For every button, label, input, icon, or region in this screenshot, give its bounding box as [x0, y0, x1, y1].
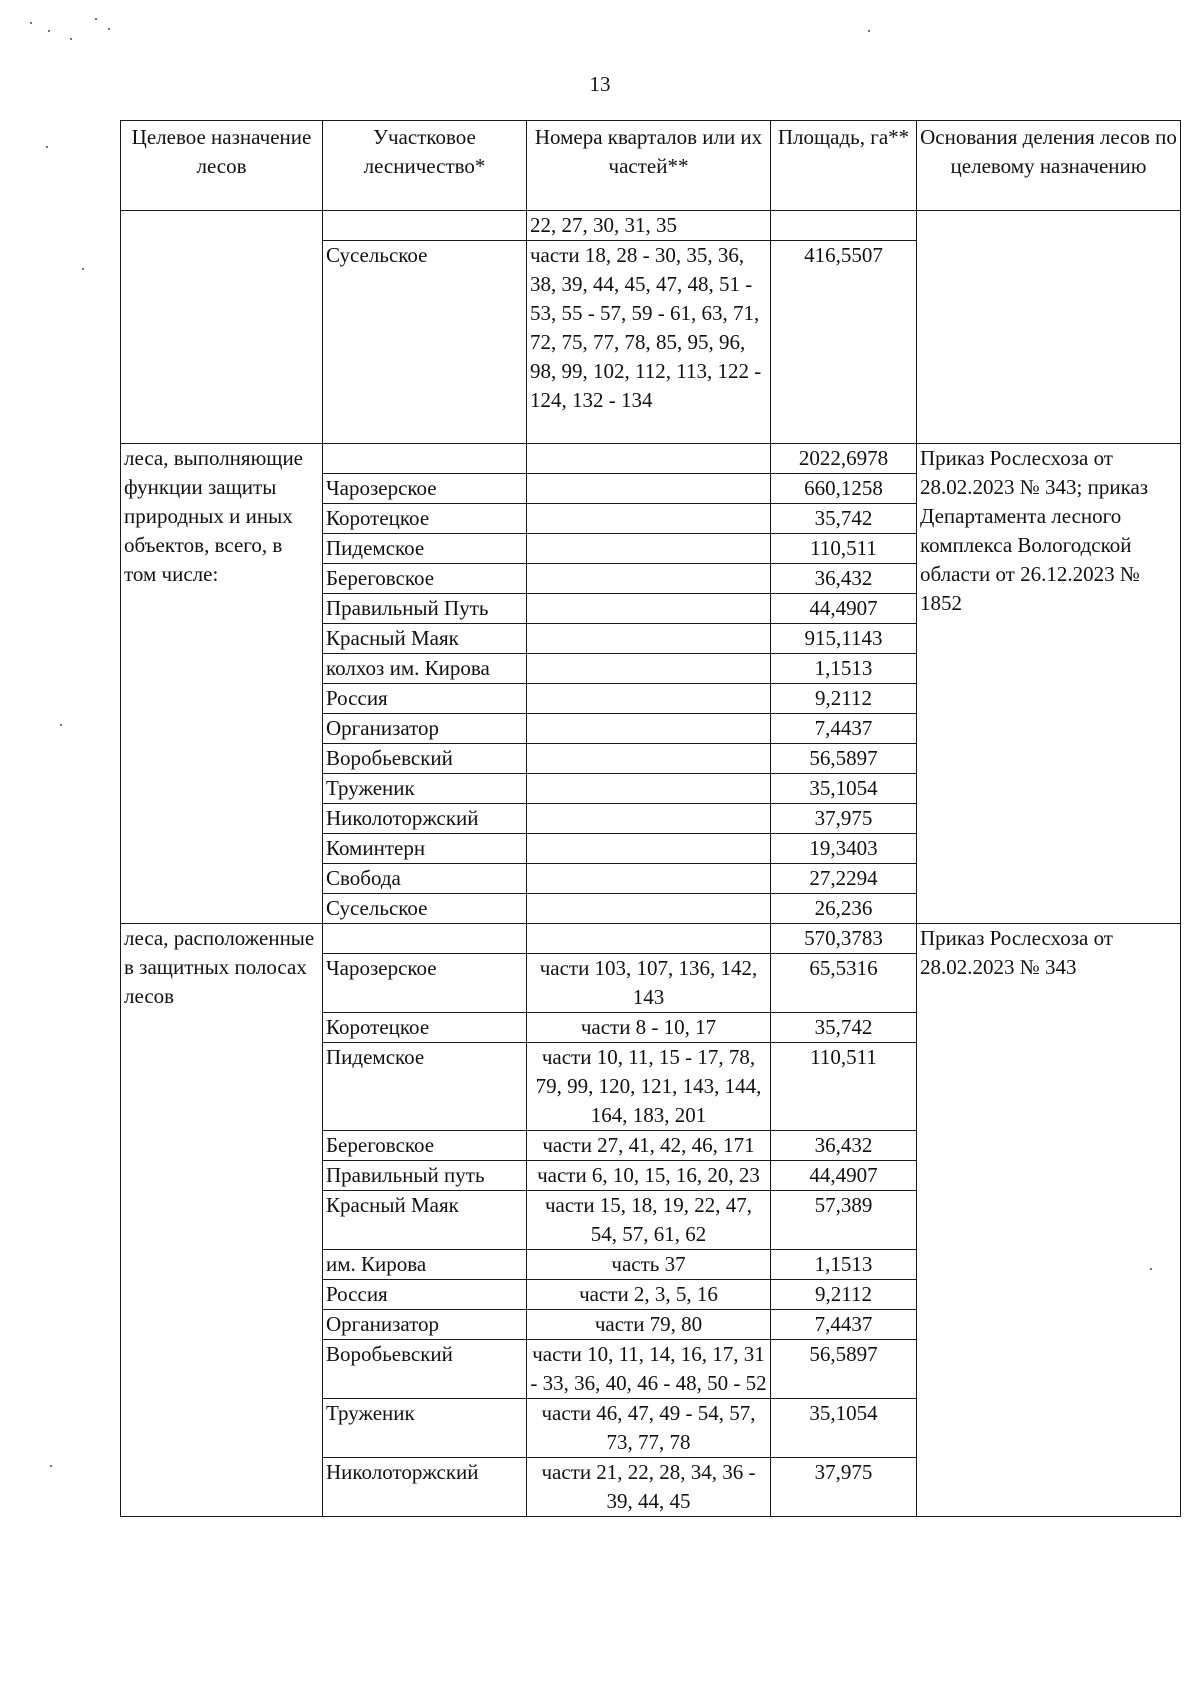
forestry-cell: Красный Маяк [323, 624, 527, 654]
forestry-cell: Воробьевский [323, 744, 527, 774]
area-cell: 1,1513 [771, 654, 917, 684]
table-row [121, 924, 1181, 954]
forestry-cell: Красный Маяк [323, 1191, 527, 1250]
purpose-cell: леса, расположенные в защитных полосах лесов [121, 924, 323, 1517]
scan-speck [50, 1465, 52, 1467]
quarters-cell: части 79, 80 [527, 1310, 771, 1340]
purpose-cell-continued [121, 211, 323, 444]
area-cell: 35,1054 [771, 774, 917, 804]
forest-purpose-table [120, 120, 1181, 1517]
forestry-cell: Воробьевский [323, 1340, 527, 1399]
quarters-cell [527, 834, 771, 864]
area-cell: 915,1143 [771, 624, 917, 654]
area-cell: 110,511 [771, 1043, 917, 1131]
quarters-cell: части 10, 11, 14, 16, 17, 31 - 33, 36, 40, 46 - 48, 50 - 52 [527, 1340, 771, 1399]
forestry-cell: Россия [323, 684, 527, 714]
quarters-cell: части 10, 11, 15 - 17, 78, 79, 99, 120, 121, 143, 144, 164, 183, 201 [527, 1043, 771, 1131]
purpose-cell: леса, выполняющие функции защиты природных и иных объектов, всего, в том числе: [121, 444, 323, 924]
basis-cell: Приказ Рослесхоза от 28.02.2023 № 343 [917, 924, 1181, 1517]
area-cell [771, 211, 917, 241]
forestry-cell: Береговское [323, 564, 527, 594]
quarters-cell [527, 864, 771, 894]
forestry-cell: Коротецкое [323, 1013, 527, 1043]
table-row [121, 444, 1181, 474]
quarters-cell: части 8 - 10, 17 [527, 1013, 771, 1043]
page-number: 13 [589, 72, 611, 96]
quarters-cell [527, 624, 771, 654]
quarters-cell [527, 894, 771, 924]
forestry-cell [323, 211, 527, 241]
quarters-cell: части 46, 47, 49 - 54, 57, 73, 77, 78 [527, 1399, 771, 1458]
scan-speck [70, 38, 72, 40]
forestry-cell: Коминтерн [323, 834, 527, 864]
forestry-cell: Чарозерское [323, 474, 527, 504]
forestry-cell [323, 924, 527, 954]
area-cell: 35,1054 [771, 1399, 917, 1458]
area-cell: 660,1258 [771, 474, 917, 504]
area-cell: 19,3403 [771, 834, 917, 864]
quarters-cell [527, 684, 771, 714]
quarters-cell [527, 924, 771, 954]
area-cell: 57,389 [771, 1191, 917, 1250]
basis-cell: Приказ Рослесхоза от 28.02.2023 № 343; приказ Департамента лесного комплекса Вологодской области от 26.12.2023 № 1852 [917, 444, 1181, 924]
forestry-cell: Организатор [323, 1310, 527, 1340]
forestry-cell: Пидемское [323, 1043, 527, 1131]
scan-speck [1150, 1268, 1152, 1270]
area-cell: 44,4907 [771, 1161, 917, 1191]
quarters-cell: части 103, 107, 136, 142, 143 [527, 954, 771, 1013]
area-cell: 37,975 [771, 804, 917, 834]
header-purpose: Целевое назначение лесов [121, 121, 323, 211]
quarters-cell: часть 37 [527, 1250, 771, 1280]
area-cell: 35,742 [771, 504, 917, 534]
quarters-cell: части 2, 3, 5, 16 [527, 1280, 771, 1310]
area-cell: 9,2112 [771, 1280, 917, 1310]
quarters-cell [527, 654, 771, 684]
area-cell: 37,975 [771, 1458, 917, 1517]
forestry-cell: Труженик [323, 1399, 527, 1458]
basis-cell-continued [917, 211, 1181, 444]
forestry-cell: Организатор [323, 714, 527, 744]
quarters-cell: 22, 27, 30, 31, 35 [527, 211, 771, 241]
scan-speck [108, 28, 110, 30]
total-area-cell: 570,3783 [771, 924, 917, 954]
table-header-row [121, 121, 1181, 211]
forestry-cell: колхоз им. Кирова [323, 654, 527, 684]
header-forestry: Участковое лесничество* [323, 121, 527, 211]
forestry-cell: Сусельское [323, 894, 527, 924]
area-cell: 35,742 [771, 1013, 917, 1043]
quarters-cell: части 27, 41, 42, 46, 171 [527, 1131, 771, 1161]
table-row [121, 211, 1181, 241]
quarters-cell [527, 804, 771, 834]
forestry-cell: Россия [323, 1280, 527, 1310]
forestry-cell: Чарозерское [323, 954, 527, 1013]
scan-speck [46, 146, 48, 148]
area-cell: 36,432 [771, 1131, 917, 1161]
quarters-cell: части 6, 10, 15, 16, 20, 23 [527, 1161, 771, 1191]
scan-speck [868, 30, 870, 32]
forestry-cell: Свобода [323, 864, 527, 894]
quarters-cell: части 18, 28 - 30, 35, 36, 38, 39, 44, 45, 47, 48, 51 - 53, 55 - 57, 59 - 61, 63, 71, 72, 75, 77, 78, 85, 95, 96, 98, 99, 102, 112, 113, 122 - 124, 132 - 134 [527, 241, 771, 444]
forestry-cell: Пидемское [323, 534, 527, 564]
quarters-cell [527, 444, 771, 474]
area-cell: 56,5897 [771, 1340, 917, 1399]
quarters-cell [527, 594, 771, 624]
forestry-cell: Береговское [323, 1131, 527, 1161]
quarters-cell [527, 744, 771, 774]
forestry-cell: Сусельское [323, 241, 527, 444]
area-cell: 416,5507 [771, 241, 917, 444]
area-cell: 9,2112 [771, 684, 917, 714]
quarters-cell [527, 774, 771, 804]
quarters-cell: части 21, 22, 28, 34, 36 - 39, 44, 45 [527, 1458, 771, 1517]
quarters-cell [527, 504, 771, 534]
area-cell: 36,432 [771, 564, 917, 594]
area-cell: 7,4437 [771, 1310, 917, 1340]
forestry-cell: Коротецкое [323, 504, 527, 534]
forestry-cell: Правильный путь [323, 1161, 527, 1191]
forestry-cell: Правильный Путь [323, 594, 527, 624]
area-cell: 110,511 [771, 534, 917, 564]
scan-speck [30, 22, 32, 24]
total-area-cell: 2022,6978 [771, 444, 917, 474]
quarters-cell [527, 714, 771, 744]
area-cell: 44,4907 [771, 594, 917, 624]
scan-speck [60, 724, 62, 726]
area-cell: 27,2294 [771, 864, 917, 894]
area-cell: 1,1513 [771, 1250, 917, 1280]
area-cell: 56,5897 [771, 744, 917, 774]
forestry-cell: Николоторжский [323, 804, 527, 834]
area-cell: 65,5316 [771, 954, 917, 1013]
quarters-cell [527, 534, 771, 564]
scan-speck [95, 18, 97, 20]
header-basis: Основания деления лесов по целевому назначению [917, 121, 1181, 211]
header-area: Площадь, га** [771, 121, 917, 211]
quarters-cell [527, 474, 771, 504]
forestry-cell: им. Кирова [323, 1250, 527, 1280]
forestry-cell: Труженик [323, 774, 527, 804]
forestry-cell: Николоторжский [323, 1458, 527, 1517]
scan-speck [48, 30, 50, 32]
quarters-cell [527, 564, 771, 594]
header-quarters: Номера кварталов или их частей** [527, 121, 771, 211]
area-cell: 26,236 [771, 894, 917, 924]
forestry-cell [323, 444, 527, 474]
area-cell: 7,4437 [771, 714, 917, 744]
scan-speck [82, 268, 84, 270]
quarters-cell: части 15, 18, 19, 22, 47, 54, 57, 61, 62 [527, 1191, 771, 1250]
